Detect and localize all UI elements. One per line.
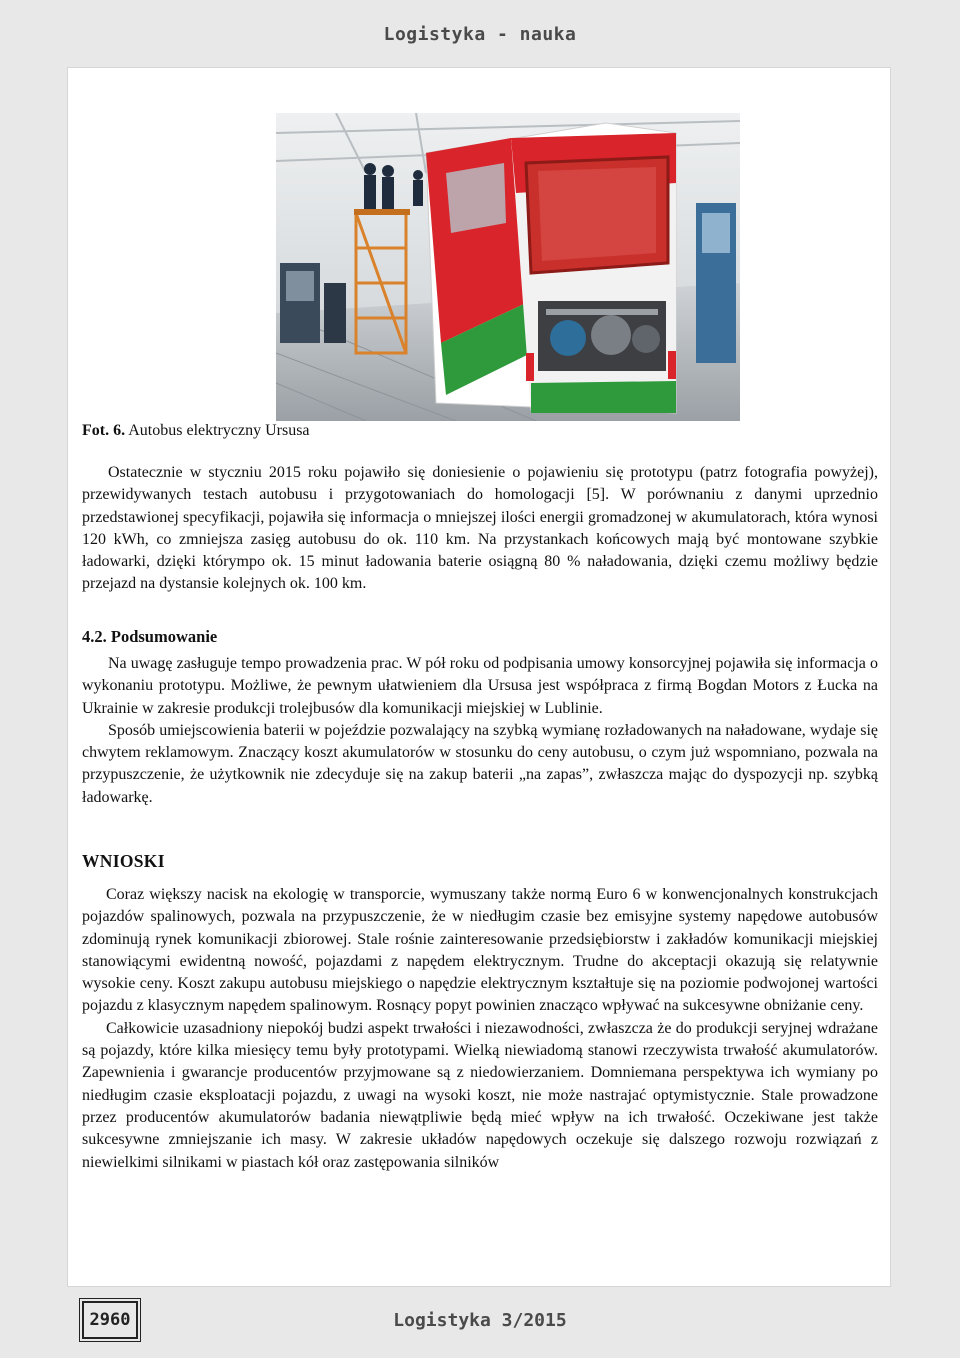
figure-label: Fot. 6. [82,422,126,439]
conclusions-block [82,851,878,872]
paragraphs-summary-block [82,653,878,809]
paragraph-3: Sposób umiejscowienia baterii w pojeździe pozwalający na szybką wymianę rozładowanych na naładowane, wydaje się chwytem reklamowym. Znaczący koszt akumulatorów w stosunku do ceny autobusu, o czym już wspomniano, pozwala na przypuszczenie, że użytkownik nie zdecyduje się na zakup baterii „na zapas”, zwłaszcza mając do dyspozycji np. szybką ładowarkę. [82,721,878,806]
footer-journal-title: Logistyka 3/2015 [393,1310,567,1331]
page-number-box: 2960 [82,1301,138,1339]
paragraph-4: Coraz większy nacisk na ekologię w transporcie, wymuszany także normą Euro 6 w konwencjonalnych konstrukcjach pojazdów spalinowych, pozwala na przypuszczenie, że w niedługim czasie bez emisyjne systemy napędowe autobusów zdominują rynek komunikacji zbiorowej. Stale rośnie zainteresowanie przedsiębiorstw i zakładów komunikacji miejskiej stanowiącymi ewidentną nowość, pojazdami z napędem elektrycznym. Trudne do akceptacji okazują się relatywnie wysokie ceny. Koszt zakupu autobusu miejskiego o napędzie elektrycznym kształtuje się na poziomie podwojonej wartości pojazdu z klasycznym napędem spalinowym. Rosnący popyt powinien znacząco wpływać na sukcesywne obniżanie ceny. [82,886,878,1015]
figure-caption-text: Autobus elektryczny Ursusa [128,422,310,439]
figure-caption [82,422,310,440]
bus-shape [426,123,676,413]
section-4-2-block [82,627,878,647]
paragraph-1-block [82,462,878,596]
paragraph-2: Na uwagę zasługuje tempo prowadzenia prac. W pół roku od podpisania umowy konsorcyjnej pojawiła się informacja o wykonaniu prototypu. Możliwe, że pewnym ułatwieniem dla Ursusa jest współpraca z firmą Bogdan Motors z Łucka na Ukrainie w zakresie produkcji trolejbusów dla komunikacji miejskiej w Lublinie. [82,655,878,717]
figure-photo-electric-bus [276,113,740,421]
paragraph-5: Całkowicie uzasadniony niepokój budzi aspekt trwałości i niezawodności, zwłaszcza że do produkcji seryjnej wdrażane są pojazdy, które kilka miesięcy temu były prototypami. Wielką niewiadomą stanowi rzeczywista trwałość akumulatorów. Zapewnienia i gwarancje producentów przyjmowane są z niedowierzaniem. Domniemana perspektywa ich wymiany po niedługim czasie eksploatacji pojazdu, z uwagi na wysoki koszt, nie może nastrajać optymistycznie. Stale prowadzone przez producentów akumulatorów badania niewątpliwie będą mieć wpływ na ich trwałość. Oczekiwane jest także sukcesywne zmniejszanie ich masy. W zakresie układów napędowych oczekuje się dalszego rozwoju rozwiązań z niewielkimi silnikami w piastach kół oraz zastępowania silników [82,1019,878,1171]
bus-factory-illustration [276,113,740,421]
paragraphs-conclusions-block [82,884,878,1174]
section-4-2-heading: 4.2. Podsumowanie [82,627,218,646]
conclusions-heading: WNIOSKI [82,851,165,871]
running-head: Logistyka - nauka [383,24,577,45]
paragraph-1: Ostatecznie w styczniu 2015 roku pojawiło się doniesienie o pojawieniu się prototypu (patrz fotografia powyżej), przewidywanych testach autobusu i przygotowaniach do homologacji [5]. W porównaniu z danymi uprzednio przedstawionej specyfikacji, pojawiła się informacja o mniejszej ilości energii gromadzonej w akumulatorach, która wynosi 120 kWh, co zmniejsza zasięg autobusu do ok. 110 km. Na przystankach końcowych mają być montowane szybkie ładowarki, dzięki którympo ok. 15 minut ładowania baterie osiągną 80 % naładowania, dzięki czemu możliwy będzie przejazd na dystansie kolejnych ok. 100 km. [82,464,878,593]
page-sheet [68,68,890,1286]
